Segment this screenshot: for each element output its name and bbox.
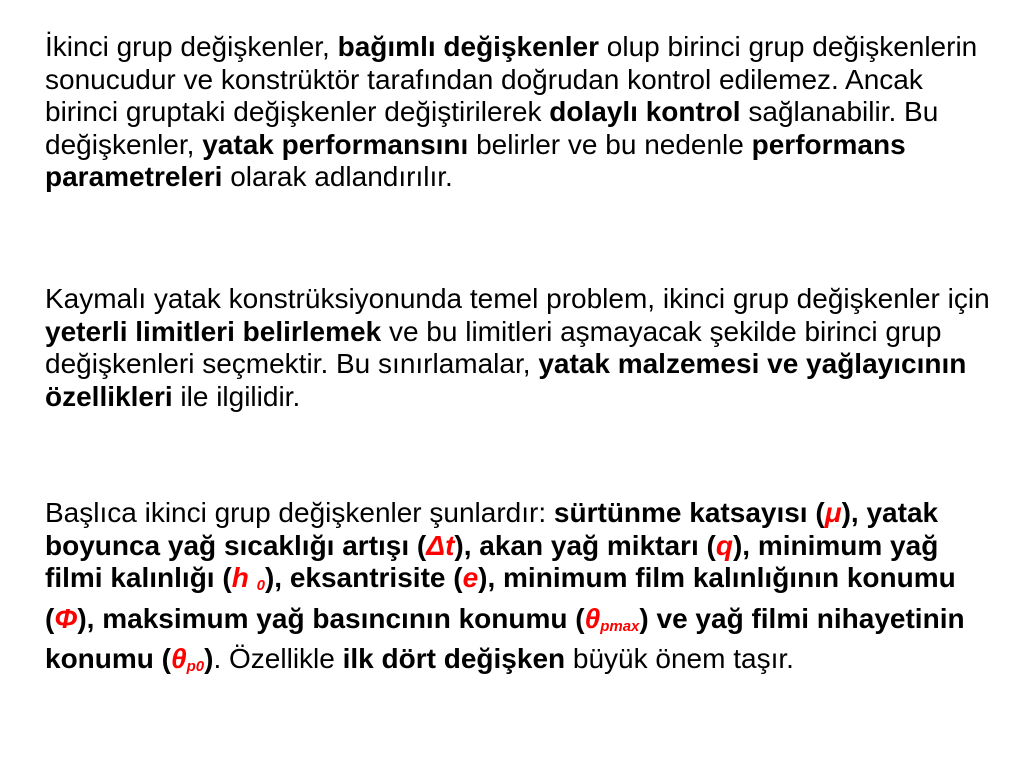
paragraph-secondary-variables: [45, 497, 995, 684]
text-run: ve bu limitleri aşmayacak şekilde birinci grup değişkenleri seçmektir. Bu sınırlamalar,: [45, 315, 942, 380]
text-run: sağlanabilir. Bu değişkenler,: [45, 96, 939, 160]
symbol-theta-pmax-subscript: pmax: [600, 617, 640, 635]
paragraph-design-problem: [45, 283, 995, 413]
bold-term: yatak performansını: [202, 128, 469, 160]
text-run: Başlıca ikinci grup değişkenler şunlardır:: [45, 497, 554, 528]
text-run: belirler ve bu nedenle: [468, 128, 752, 160]
symbol-theta-pmax: [585, 603, 640, 634]
text-run: . Özellikle: [213, 643, 343, 675]
bold-term: sürtünme katsayısı (: [553, 497, 825, 528]
text-run: olup birinci grup değişkenlerin sonucudur ve konstrüktör tarafından doğrudan kontrol edilemez. Ancak birinci gruptaki değişkenler değiştirilerek: [45, 31, 978, 128]
text-run: ile ilgilidir.: [172, 380, 301, 412]
bold-term: ilk dört değişken: [342, 643, 566, 675]
symbol-h0: [232, 562, 265, 593]
bold-term: ), minimum film kalınlığının konumu (: [45, 562, 956, 634]
symbol-mu: μ: [824, 497, 842, 528]
paragraph-performance-parameters: [45, 31, 995, 194]
text-run: İkinci grup değişkenler,: [45, 31, 338, 62]
bold-term: bağımlı değişkenler: [337, 31, 600, 62]
text-run: Kaymalı yatak konstrüksiyonunda temel problem, ikinci grup değişkenler için: [45, 283, 990, 314]
symbol-q: q: [715, 529, 733, 561]
bold-term: performans parametreleri: [45, 128, 906, 193]
bold-term: yatak malzemesi ve yağlayıcının özellikleri: [45, 348, 967, 412]
symbol-delta-t: Δt: [426, 529, 455, 561]
text-run: büyük önem taşır.: [565, 643, 794, 675]
bold-term: dolaylı kontrol: [549, 96, 741, 128]
symbol-e: e: [462, 562, 479, 594]
symbol-theta-p0-subscript: p0: [186, 658, 205, 676]
symbol-theta-p0: [171, 643, 204, 674]
bold-term: ): [204, 643, 214, 675]
bold-term: ), maksimum yağ basıncının konumu (: [77, 602, 585, 634]
symbol-h0-subscript: 0: [256, 577, 265, 595]
bold-term: ), akan yağ miktarı (: [454, 529, 716, 561]
bold-term: ) ve yağ filmi nihayetinin konumu (: [45, 602, 965, 675]
symbol-phi: Φ: [54, 602, 78, 634]
bold-term: ), eksantrisite (: [264, 562, 463, 594]
text-run: olarak adlandırılır.: [222, 161, 453, 193]
symbol-theta-base: θ: [584, 602, 601, 634]
symbol-theta-base: θ: [171, 643, 187, 675]
symbol-h0-base: h: [231, 562, 249, 594]
bold-term: yeterli limitleri belirlemek: [45, 315, 382, 347]
bold-term: ), minimum yağ filmi kalınlığı (: [45, 529, 939, 594]
bold-term: ), yatak boyunca yağ sıcaklığı artışı (: [45, 497, 939, 561]
